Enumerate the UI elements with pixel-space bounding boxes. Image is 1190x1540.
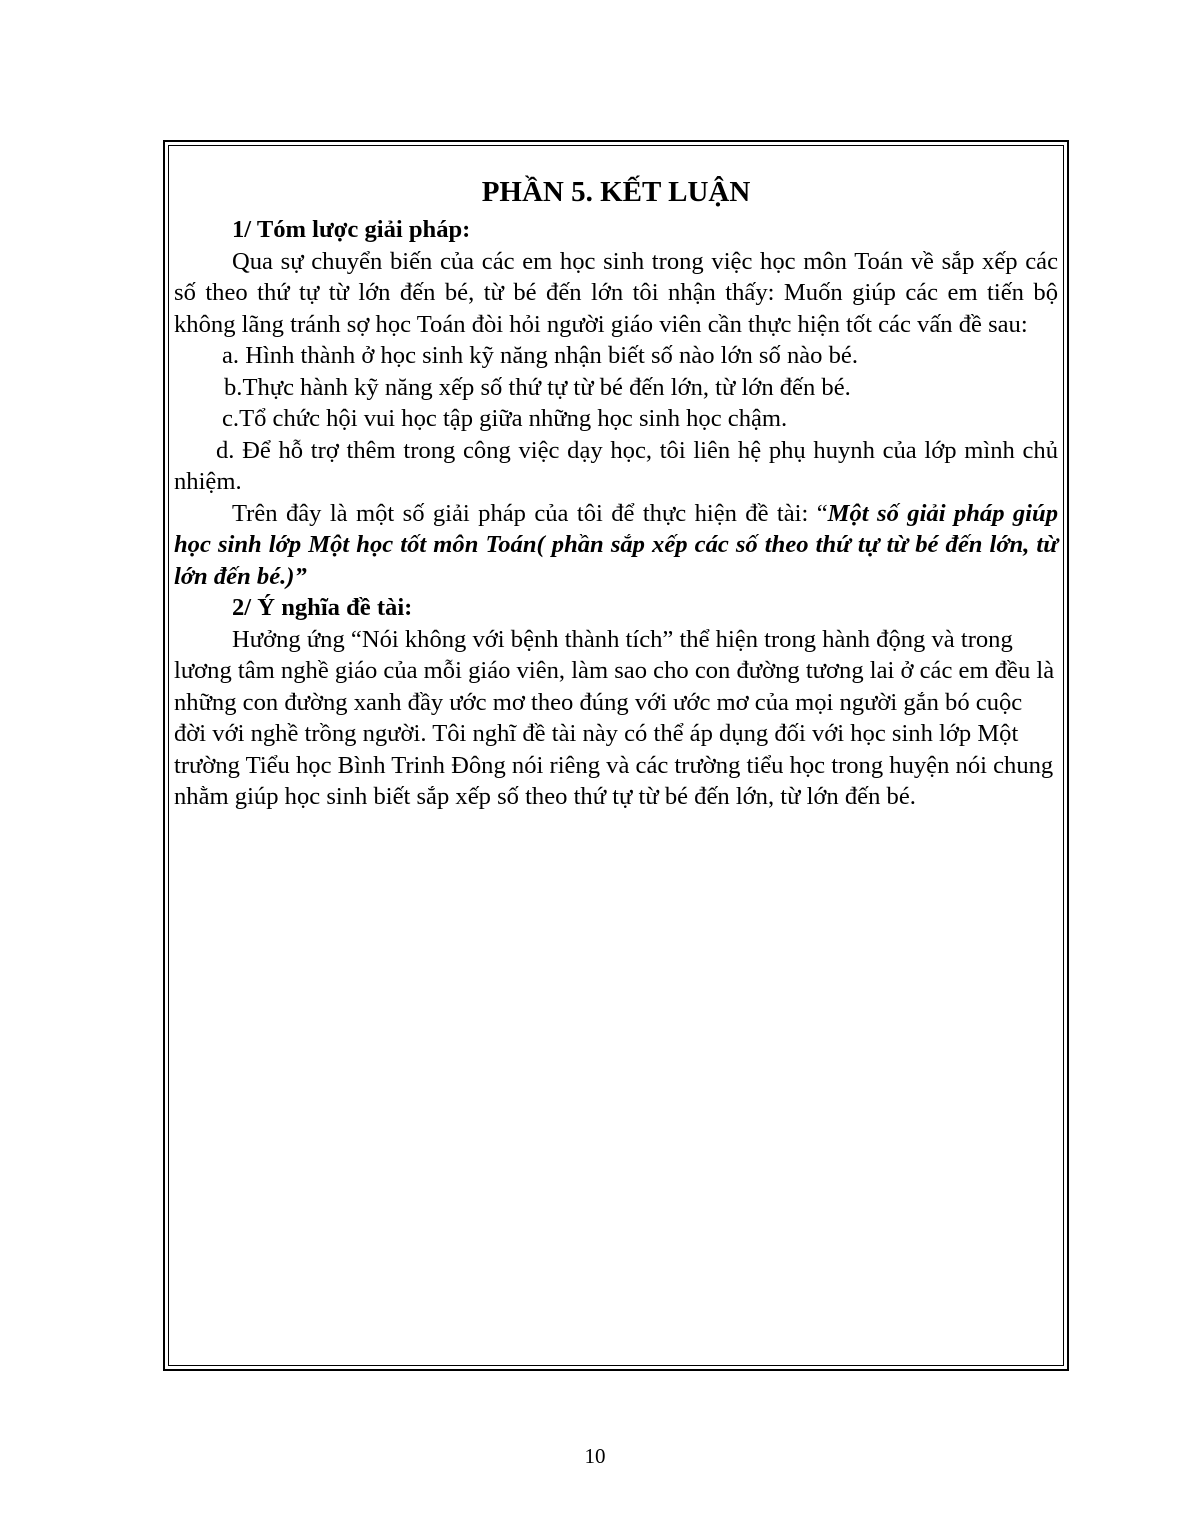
page-title: PHẦN 5. KẾT LUẬN [481, 176, 751, 208]
section-2-body: Hưởng ứng “Nói không với bệnh thành tích” thể hiện trong hành động và trong lương tâm nghề giáo của mỗi giáo viên, làm sao cho con đường tương lai ở các em đều là những con đường xanh đầy ước mơ theo đúng với ước mơ của mọi người gắn bó cuộc đời với nghề trồng người. Tôi nghĩ đề tài này có thể áp dụng đối với học sinh lớp Một trường Tiểu học Bình Trinh Đông nói riêng và các trường tiểu học trong huyện nói chung nhằm giúp học sinh biết sắp xếp số theo thứ tự từ bé đến lớn, từ lớn đến bé. [174, 625, 1055, 810]
section-2-heading: 2/ Ý nghĩa đề tài: [232, 594, 413, 621]
document-body [174, 172, 1058, 813]
list-item-c: c.Tổ chức hội vui học tập giữa những học sinh học chậm. [222, 405, 788, 432]
project-title-emphasis: Một số giải pháp giúp học sinh lớp Một học tốt môn Toán( phần sắp xếp các số theo thứ tự từ bé đến lớn, từ lớn đến bé.)” [174, 499, 1058, 590]
page-number: 10 [584, 1444, 606, 1468]
section-1-closing [174, 498, 1058, 593]
section-1-heading: 1/ Tóm lược giải pháp: [232, 216, 471, 243]
list-item-d: d. Để hỗ trợ thêm trong công việc dạy học, tôi liên hệ phụ huynh của lớp mình chủ nhiệm. [174, 436, 1058, 495]
closing-plain-text: Trên đây là một số giải pháp của tôi để thực hiện đề tài: “ [232, 499, 828, 527]
section-1-intro: Qua sự chuyển biến của các em học sinh trong việc học môn Toán về sắp xếp các số theo thứ tự từ lớn đến bé, từ bé đến lớn tôi nhận thấy: Muốn giúp các em tiến bộ không lãng tránh sợ học Toán đòi hỏi người giáo viên cần thực hiện tốt các vấn đề sau: [174, 247, 1058, 338]
list-item-a: a. Hình thành ở học sinh kỹ năng nhận biết số nào lớn số nào bé. [222, 342, 858, 369]
list-item-b: b.Thực hành kỹ năng xếp số thứ tự từ bé đến lớn, từ lớn đến bé. [224, 373, 851, 401]
